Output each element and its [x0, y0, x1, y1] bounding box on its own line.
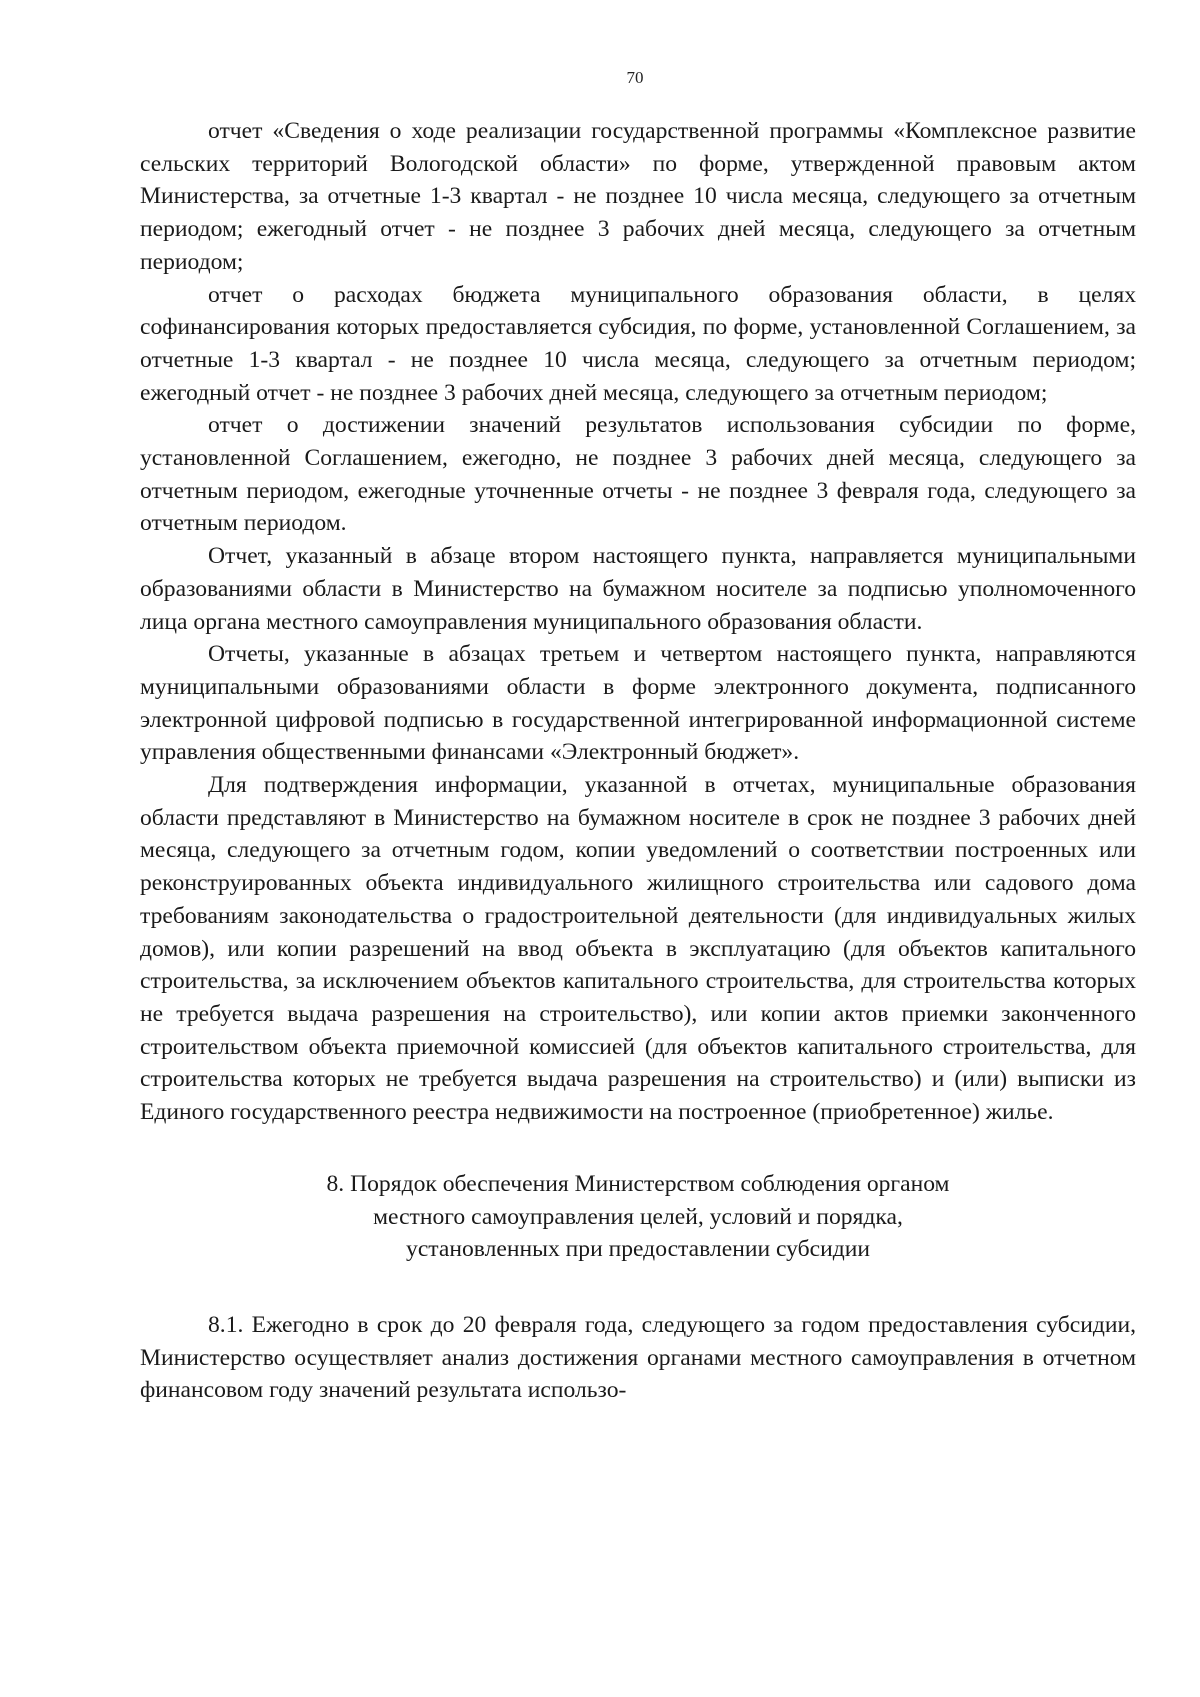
section-heading-line: местного самоуправления целей, условий и порядка,: [373, 1203, 903, 1230]
paragraph-report-budget-expenses: отчет о расходах бюджета муниципального образования области, в целях софинансирования которых предоставляется субсидия, по форме, установленной Соглашением, за отчетные 1-3 квартал - не позднее 10 числа месяца, следующего за отчетным периодом; ежегодный отчет - не позднее 3 рабочих дней месяца, следующего за отчетным периодом;: [140, 281, 1136, 406]
paragraph-report-results-achievement: отчет о достижении значений результатов использования субсидии по форме, установленной Соглашением, ежегодно, не позднее 3 рабочих дней месяца, следующего за отчетным периодом, ежегодные уточненные отчеты - не позднее 3 февраля года, следующего за отчетным периодом.: [140, 412, 1136, 537]
paragraph-report-program-progress: отчет «Сведения о ходе реализации государственной программы «Комплексное развитие сельских территорий Вологодской области» по форме, утвержденной правовым актом Министерства, за отчетные 1-3 квартал - не позднее 10 числа месяца, следующего за отчетным периодом; ежегодный отчет - не позднее 3 рабочих дней месяца, следующего за отчетным периодом;: [140, 118, 1136, 275]
document-body: [140, 115, 1136, 1407]
paragraph-electronic-report-submission: Отчеты, указанные в абзацах третьем и четвертом настоящего пункта, направляются муниципальными образованиями области в форме электронного документа, подписанного электронной цифровой подписью в государственной интегрированной информационной системе управления общественными финансами «Электронный бюджет».: [140, 641, 1136, 766]
section-heading-line: установленных при предоставлении субсидии: [406, 1236, 870, 1263]
paragraph-8-1: 8.1. Ежегодно в срок до 20 февраля года, следующего за годом предоставления субсидии, Министерство осуществляет анализ достижения органами местного самоуправления в отчетном финансовом году значений результата использо-: [140, 1311, 1136, 1404]
paragraph-confirmation-documents: Для подтверждения информации, указанной в отчетах, муниципальные образования области представляют в Министерство на бумажном носителе в срок не позднее 3 рабочих дней месяца, следующего за отчетным годом, копии уведомлений о соответствии построенных или реконструированных объекта индивидуального жилищного строительства или садового дома требованиям законодательства о градостроительной деятельности (для индивидуальных жилых домов), или копии разрешений на ввод объекта в эксплуатацию (для объектов капитального строительства, за исключением объектов капитального строительства, для строительства которых не требуется выдача разрешения на строительство), или копии актов приемки законченного строительством объекта приемочной комиссией (для объектов капитального строительства, для строительства которых не требуется выдача разрешения на строительство) и (или) выписки из Единого государственного реестра недвижимости на построенное (приобретенное) жилье.: [140, 772, 1136, 1126]
section-heading-line: 8. Порядок обеспечения Министерством соблюдения органом: [326, 1170, 950, 1197]
page-number: 70: [626, 68, 644, 87]
section-8-heading: [140, 1168, 1136, 1266]
paragraph-paper-report-submission: Отчет, указанный в абзаце втором настоящего пункта, направляется муниципальными образованиями области в Министерство на бумажном носителе за подписью уполномоченного лица органа местного самоуправления муниципального образования области.: [140, 543, 1136, 635]
